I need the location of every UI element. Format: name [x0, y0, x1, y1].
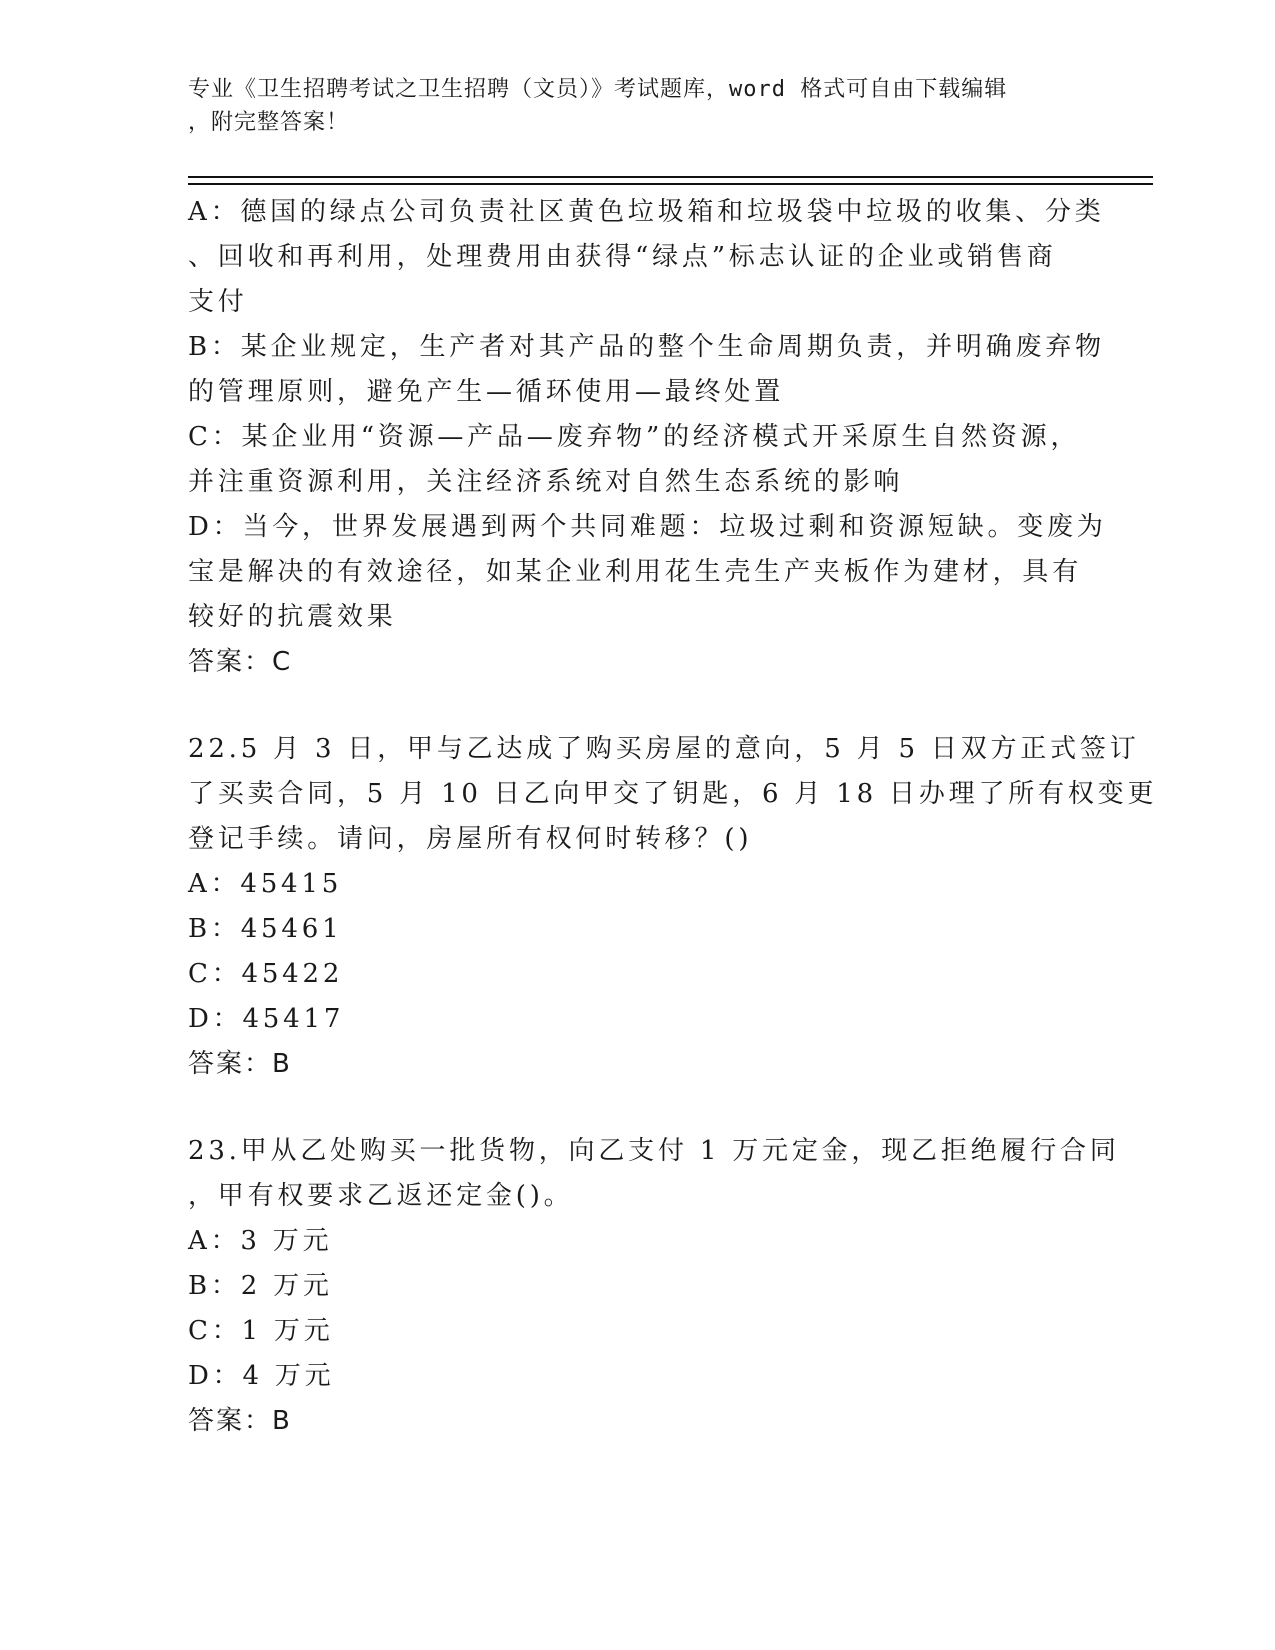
option-d: D：4 万元	[188, 1361, 335, 1391]
option-c-line: 并注重资源利用，关注经济系统对自然生态系统的影响	[188, 467, 904, 497]
option-d	[188, 505, 1107, 640]
option-d: D：45417	[188, 1004, 345, 1034]
answer-line: 答案：B	[188, 1049, 292, 1079]
header-title-line-continued: ，附完整答案！	[188, 110, 350, 135]
question-spacer	[188, 1087, 1078, 1129]
question-stem-line: 23.甲从乙处购买一批货物，向乙支付 1 万元定金，现乙拒绝履行合同	[188, 1136, 1120, 1166]
answer-line: 答案：B	[188, 1406, 292, 1436]
header-title-line: 专业《卫生招聘考试之卫生招聘（文员）》考试题库，word 格式可自由下载编辑	[188, 77, 1008, 102]
question-spacer	[188, 685, 1078, 727]
question-stem-line: 登记手续。请问，房屋所有权何时转移？()	[188, 824, 753, 854]
option-a-line: 支付	[188, 287, 248, 317]
option-a-line: 、回收和再利用，处理费用由获得“绿点”标志认证的企业或销售商	[188, 242, 1057, 272]
option-a: A：45415	[188, 869, 343, 899]
option-b-line: B：某企业规定，生产者对其产品的整个生命周期负责，并明确废弃物	[188, 332, 1105, 362]
option-b-line: 的管理原则，避免产生—循环使用—最终处置	[188, 377, 785, 407]
answer-line: 答案：C	[188, 647, 293, 677]
option-c: C：1 万元	[188, 1316, 334, 1346]
question-stem	[188, 1129, 1120, 1219]
question-stem-line: ，甲有权要求乙返还定金()。	[188, 1181, 574, 1211]
header-divider-bottom	[188, 183, 1153, 185]
question-23	[188, 1129, 1120, 1444]
option-a: A：3 万元	[188, 1226, 333, 1256]
option-a-line: A：德国的绿点公司负责社区黄色垃圾箱和垃圾袋中垃圾的收集、分类	[188, 197, 1105, 227]
option-d-line: 宝是解决的有效途径，如某企业利用花生壳生产夹板作为建材，具有	[188, 557, 1083, 587]
document-header	[188, 73, 1068, 139]
header-divider-top	[188, 176, 1153, 178]
question-22	[188, 727, 1158, 1087]
option-c: C：45422	[188, 959, 344, 989]
option-d-line: D：当今，世界发展遇到两个共同难题：垃圾过剩和资源短缺。变废为	[188, 512, 1107, 542]
option-b: B：45461	[188, 914, 343, 944]
option-c-line: C：某企业用“资源—产品—废弃物”的经济模式开采原生自然资源，	[188, 422, 1081, 452]
option-c	[188, 415, 1081, 505]
question-content	[188, 190, 1158, 1444]
option-b	[188, 325, 1105, 415]
option-a	[188, 190, 1105, 325]
question-stem-line: 22.5 月 3 日，甲与乙达成了购买房屋的意向，5 月 5 日双方正式签订	[188, 734, 1140, 764]
option-b: B：2 万元	[188, 1271, 333, 1301]
question-21	[188, 190, 1107, 685]
question-stem-line: 了买卖合同，5 月 10 日乙向甲交了钥匙，6 月 18 日办理了所有权变更	[188, 779, 1158, 809]
question-stem	[188, 727, 1158, 862]
option-d-line: 较好的抗震效果	[188, 602, 397, 632]
